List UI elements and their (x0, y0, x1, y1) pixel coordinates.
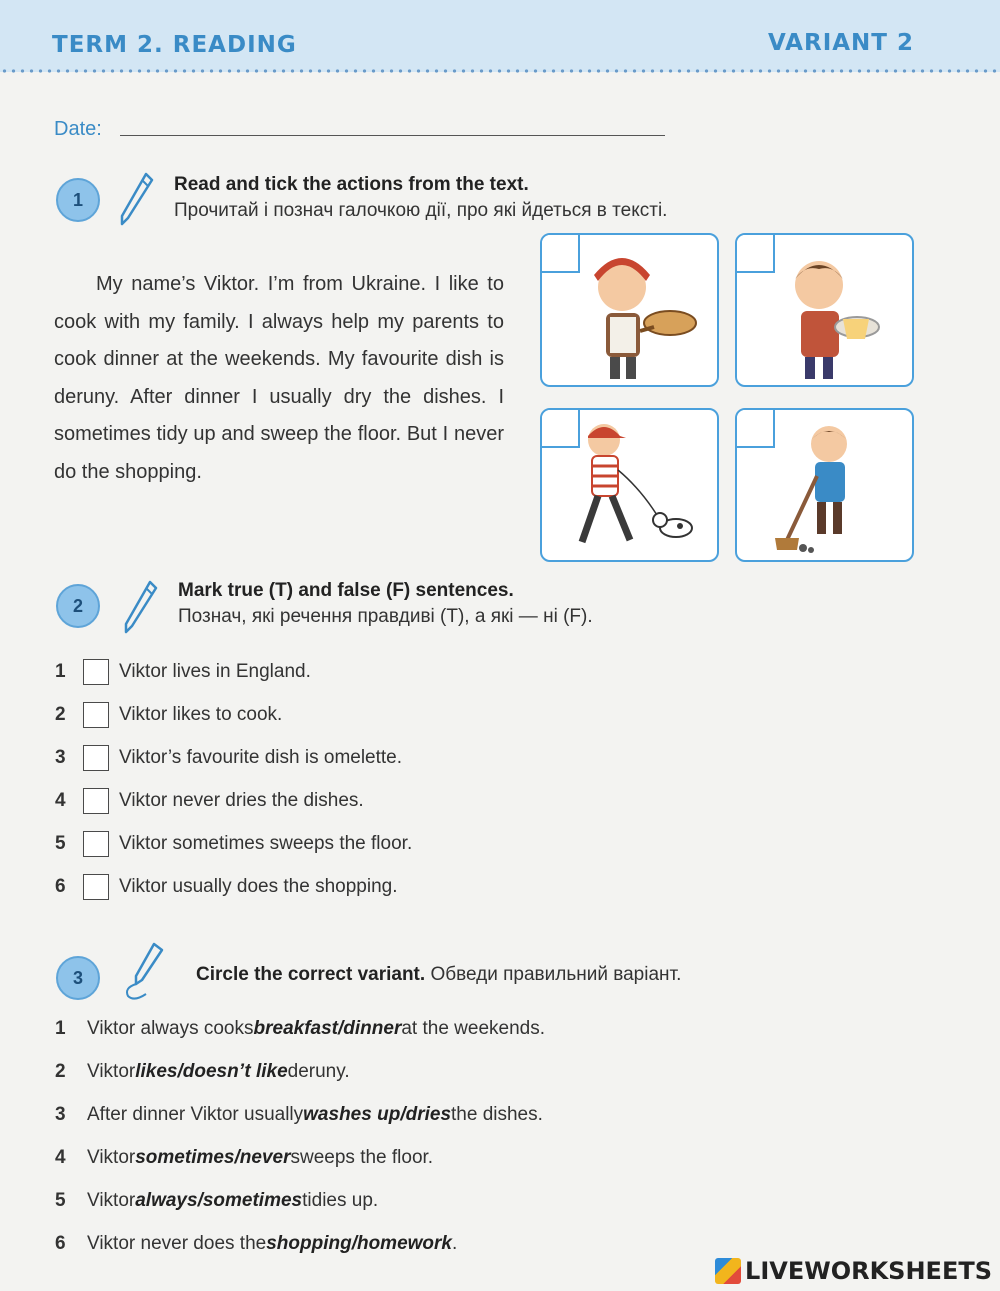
sentence-start: Viktor (87, 1060, 136, 1082)
list-item (55, 650, 412, 693)
answer-box[interactable] (83, 702, 109, 728)
statement-text: Viktor lives in England. (119, 660, 311, 682)
item-number: 6 (55, 1232, 66, 1254)
list-item (55, 1136, 545, 1179)
task-3-number: 3 (56, 956, 100, 1000)
option-a[interactable]: always (135, 1189, 198, 1211)
answer-box[interactable] (83, 659, 109, 685)
task-2-instruction-en: Mark true (T) and false (F) sentences. (178, 580, 514, 601)
item-number: 6 (55, 875, 66, 897)
logo-mark-icon (715, 1258, 741, 1284)
option-a[interactable]: likes (135, 1060, 178, 1082)
sentence-start: Viktor (87, 1189, 136, 1211)
list-item (55, 736, 412, 779)
list-item (55, 1093, 545, 1136)
page-header (0, 0, 1000, 72)
list-item (55, 779, 412, 822)
option-b[interactable]: never (239, 1146, 291, 1168)
option-a[interactable]: sometimes (135, 1146, 235, 1168)
item-number: 2 (55, 1060, 66, 1082)
answer-box[interactable] (83, 788, 109, 814)
item-number: 5 (55, 832, 66, 854)
statement-text: Viktor never dries the dishes. (119, 789, 364, 811)
sentence-end: tidies up. (302, 1189, 379, 1211)
option-separator: / (351, 1232, 357, 1254)
option-a[interactable]: shopping (266, 1232, 352, 1254)
reading-text (54, 266, 504, 491)
item-number: 3 (55, 746, 66, 768)
statement-text: Viktor’s favourite dish is omelette. (119, 746, 403, 768)
tick-box-4[interactable] (737, 410, 775, 448)
floor-sweeping-picture (735, 408, 914, 562)
sentence-end: the dishes. (451, 1103, 543, 1125)
variant-label: VARIANT 2 (767, 30, 914, 56)
date-label: Date: (54, 118, 102, 140)
option-separator: / (234, 1146, 240, 1168)
sentence-end: at the weekends. (401, 1017, 545, 1039)
task-1-instructions (174, 172, 667, 224)
option-separator: / (177, 1060, 183, 1082)
statement-text: Viktor usually does the shopping. (119, 875, 398, 897)
list-item (55, 1050, 545, 1093)
statement-text: Viktor sometimes sweeps the floor. (119, 832, 413, 854)
pencil-circle-icon (120, 940, 170, 1004)
option-b[interactable]: dries (405, 1103, 452, 1125)
sentence-end: sweeps the floor. (290, 1146, 434, 1168)
picture-grid (540, 233, 920, 563)
answer-box[interactable] (83, 874, 109, 900)
page-title: TERM 2. READING (52, 32, 297, 58)
answer-box[interactable] (83, 831, 109, 857)
option-separator: / (338, 1017, 344, 1039)
task-2-instruction-ua: Познач, які речення правдиві (T), а які — ні (F). (178, 606, 593, 627)
list-item (55, 1222, 545, 1265)
list-item (55, 822, 412, 865)
reading-paragraph: My name’s Viktor. I’m from Ukraine. I like to cook with my family. I always help my parents to cook dinner at the weekends. My favourite dish is deruny. After dinner I usually dry the dishes. I sometimes tidy up and sweep the floor. But I never do the shopping. (54, 273, 504, 483)
option-separator: / (197, 1189, 203, 1211)
list-item (55, 693, 412, 736)
list-item (55, 865, 412, 908)
option-a[interactable]: breakfast (253, 1017, 338, 1039)
sentence-end: deruny. (287, 1060, 350, 1082)
dog-walking-picture (540, 408, 719, 562)
task-3-instruction-en: Circle the correct variant. (196, 964, 426, 985)
option-b[interactable]: doesn’t like (182, 1060, 288, 1082)
task-1-number: 1 (56, 178, 100, 222)
pen-icon (120, 578, 160, 636)
item-number: 2 (55, 703, 66, 725)
statement-text: Viktor likes to cook. (119, 703, 283, 725)
task-2-instructions (178, 578, 593, 630)
item-number: 1 (55, 1017, 66, 1039)
tick-box-3[interactable] (542, 410, 580, 448)
tick-box-1[interactable] (542, 235, 580, 273)
sentence-start: After dinner Viktor usually (87, 1103, 304, 1125)
true-false-list (55, 650, 412, 908)
task-2-number: 2 (56, 584, 100, 628)
circle-variant-list (55, 1007, 545, 1265)
option-b[interactable]: sometimes (202, 1189, 303, 1211)
task-3-instruction-ua: Обведи правильний варіант. (430, 964, 682, 985)
list-item (55, 1007, 545, 1050)
pen-icon (116, 170, 156, 228)
item-number: 4 (55, 789, 66, 811)
logo-text: LIVEWORKSHEETS (745, 1257, 992, 1285)
item-number: 5 (55, 1189, 66, 1211)
option-separator: / (400, 1103, 406, 1125)
item-number: 3 (55, 1103, 66, 1125)
tick-box-2[interactable] (737, 235, 775, 273)
pan-cooking-picture (540, 233, 719, 387)
sentence-start: Viktor always cooks (87, 1017, 254, 1039)
option-b[interactable]: dinner (343, 1017, 402, 1039)
sentence-start: Viktor (87, 1146, 136, 1168)
task-3-instructions (196, 962, 681, 988)
item-number: 4 (55, 1146, 66, 1168)
answer-box[interactable] (83, 745, 109, 771)
date-input-line[interactable] (120, 135, 665, 136)
dish-drying-picture (735, 233, 914, 387)
item-number: 1 (55, 660, 66, 682)
list-item (55, 1179, 545, 1222)
task-1-instruction-en: Read and tick the actions from the text. (174, 174, 529, 195)
sentence-start: Viktor never does the (87, 1232, 267, 1254)
task-1-instruction-ua: Прочитай і познач галочкою дії, про які йдеться в тексті. (174, 200, 668, 221)
option-a[interactable]: washes up (303, 1103, 401, 1125)
option-b[interactable]: homework (356, 1232, 452, 1254)
liveworksheets-logo[interactable] (715, 1257, 992, 1285)
dotted-divider (0, 68, 1000, 74)
sentence-end: . (452, 1232, 458, 1254)
